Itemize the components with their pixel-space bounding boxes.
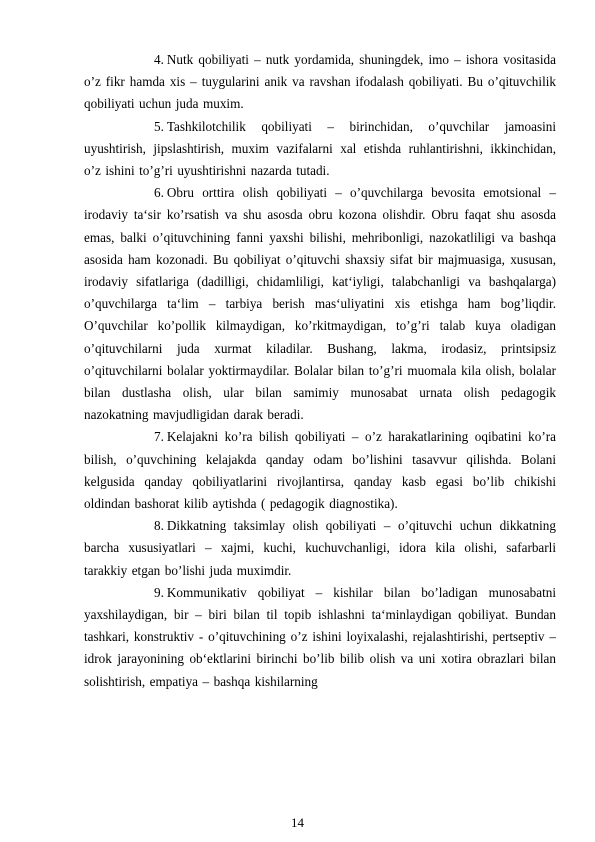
paragraph-number: 8. xyxy=(154,518,164,534)
paragraph-number: 5. xyxy=(154,118,164,134)
paragraph-8 xyxy=(84,515,556,582)
page-number: 14 xyxy=(291,815,304,830)
paragraph-5 xyxy=(84,116,556,183)
paragraph-text: Dikkatning taksimlay olish qobiliyati – o’qituvchi uchun dikkatning barcha xususiyatlari – xajmi, kuchi, kuchuvchanligi, idora kila olishi, safarbarli tarakkiy etgan bo’lishi juda muximdir. xyxy=(84,518,556,578)
paragraph-text: Kelajakni ko’ra bilish qobiliyati – o’z harakatlarining oqibatini ko’ra bilish, o’quvchining kelajakda qanday odam bo’lishini tasavvur qilishda. Bolani kelgusida qanday qobiliyatlarini rivojlantirsa, qanday kasb egasi bo’lib chikishi oldindan bashorat kilib aytishda ( pedagogik diagnostika). xyxy=(84,429,556,512)
paragraph-text: Kommunikativ qobiliyat – kishilar bilan bo’ladigan munosabatni yaxshilaydigan, bir – biri bilan til topib ishlashni ta‘minlaydigan qobiliyat. Bundan tashkari, konstruktiv - o’qituvchining o’z ishini loyixalashi, rejalashtirishi, pertseptiv – idrok jarayonining ob‘ektlarini birinchi bo’lib bilib olish va uni xotira obrazlari bilan solishtirish, empatiya – bashqa kishilarning xyxy=(84,584,556,689)
paragraph-number: 7. xyxy=(154,429,164,445)
document-body xyxy=(84,49,556,693)
paragraph-number: 4. xyxy=(154,52,164,67)
paragraph-number: 6. xyxy=(154,185,164,201)
paragraph-text: Obru orttira olish qobiliyati – o’quvchilarga bevosita emotsional – irodaviy ta‘sir ko’rsatish va shu asosda obru kozona olishdir. Obru faqat shu asosda emas, balki o’qituvchining fanni yaxshi bilishi, mehribonligi, nazokatliligi va bashqa asosida ham kozonadi. Bu qobiliyat o’qituvchi shaxsiy sifat bir majmuasiga, xususan, irodaviy sifatlariga (dadilligi, chidamliligi, kat‘iyligi, talabchanligi va bashqalarga) o’quvchilarga ta‘lim – tarbiya berish mas‘uliyatini xis etishga ham bog’liqdir. O’quvchilar ko’pollik kilmaydigan, ko’rkitmaydigan, to’g’ri talab kuya oladigan o’qituvchilarni juda xurmat kiladilar. Bushang, lakma, irodasiz, printsipsiz o’qituvchilarni bolalar yoktirmaydilar. Bolalar bilan to’g’ri muomala kila olish, bolalar bilan dustlasha olish, ular bilan samimiy munosabat urnata olish pedagogik nazokatning mavjudligidan darak beradi. xyxy=(84,185,556,423)
paragraph-6 xyxy=(84,182,556,426)
paragraph-7 xyxy=(84,426,556,515)
paragraph-9 xyxy=(84,582,556,693)
paragraph-text: Tashkilotchilik qobiliyati – birinchidan, o’quvchilar jamoasini uyushtirish, jipslashtirish, muxim vazifalarni xal etishda ruhlantirishni, ikkinchidan, o’z ishini to’g’ri uyushtirishni nazarda tutadi. xyxy=(84,118,556,179)
paragraph-4 xyxy=(84,49,556,116)
paragraph-number: 9. xyxy=(154,584,164,600)
paragraph-text: Nutk qobiliyati – nutk yordamida, shuningdek, imo – ishora vositasida o’z fikr hamda xis – tuygularini anik va ravshan ifodalash qobiliyati. Bu o’qituvchilik qobiliyati uchun juda muxim. xyxy=(84,52,556,112)
